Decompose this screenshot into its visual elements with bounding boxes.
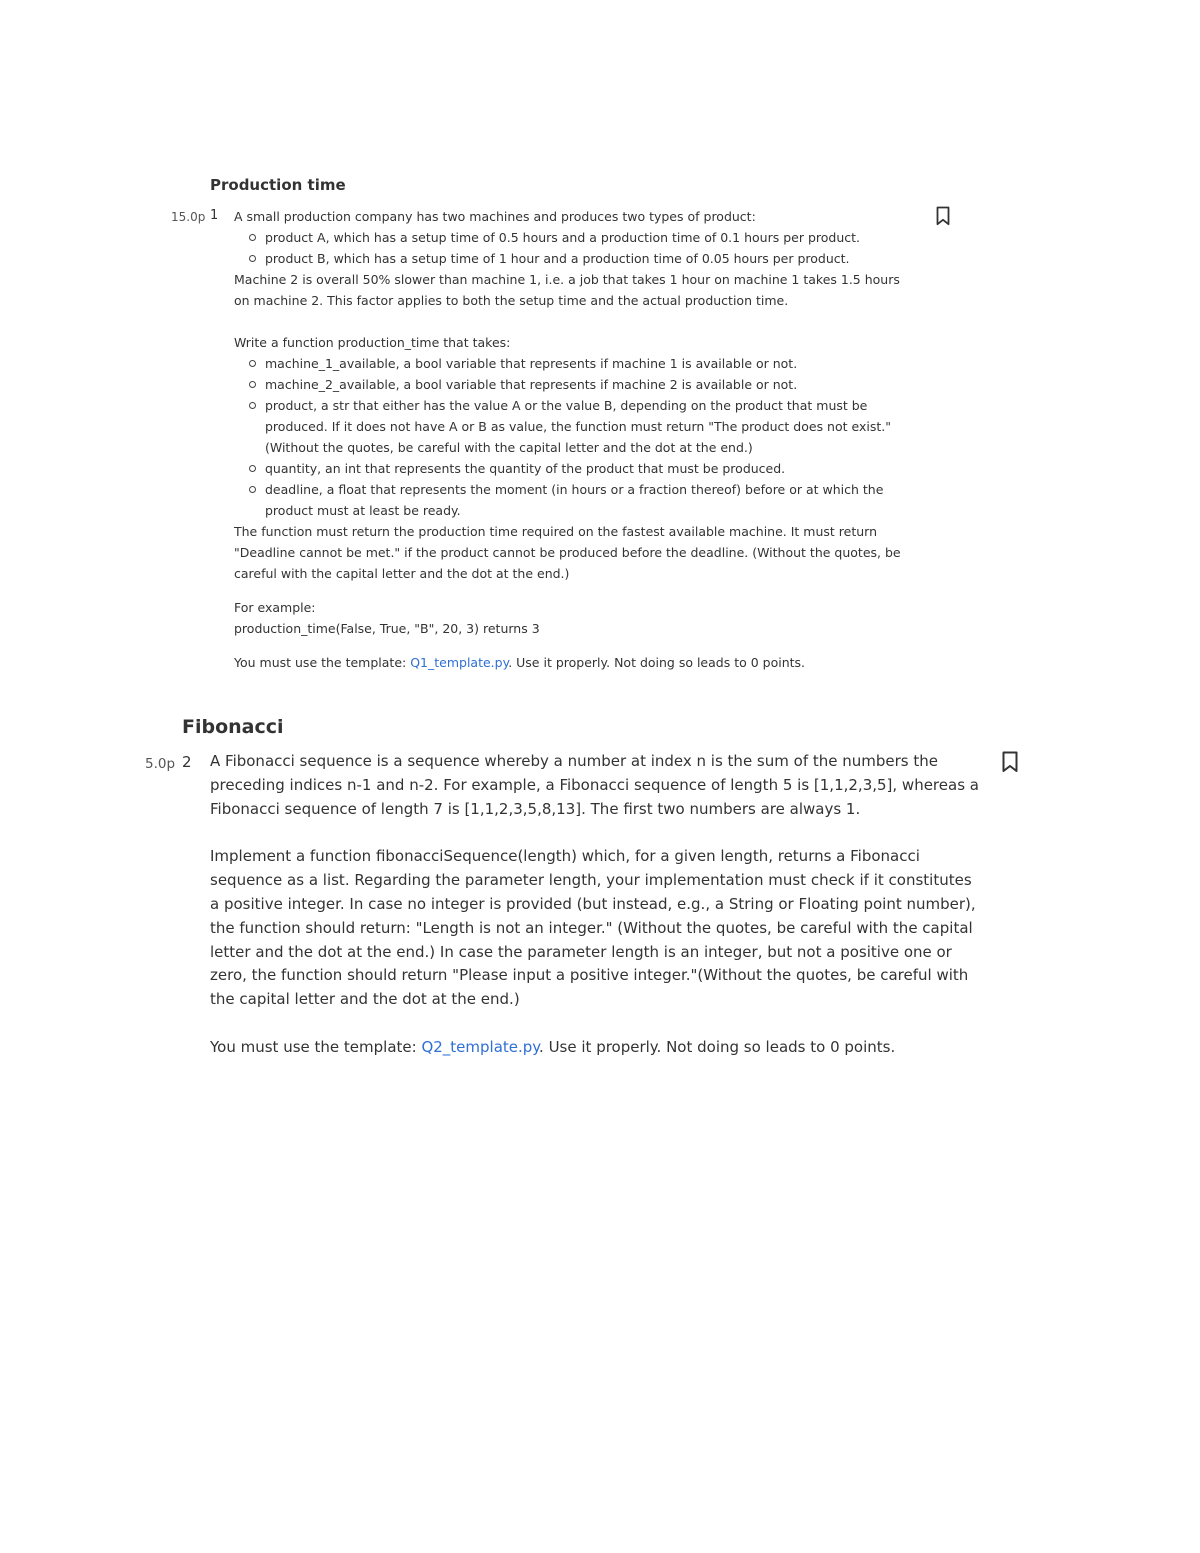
question-1-number: 1 <box>210 208 219 223</box>
template-instruction <box>234 652 914 673</box>
fibonacci-instructions: Implement a function fibonacciSequence(length) which, for a given length, returns a Fibonacci sequence as a list. Regarding the parameter length, your implementation must check if it constitutes a positive integer. In case no integer is provided (but instead, e.g., a String or Floating point number), the function should return: "Length is not an integer." (Without the quotes, be careful with the capital letter and the dot at the end.) In case the parameter length is an integer, but not a positive one or zero, the function should return "Please input a positive integer."(Without the quotes, be careful with the capital letter and the dot at the end.) <box>210 847 976 1009</box>
list-item: quantity, an int that represents the quantity of the product that must be produced. <box>265 458 914 479</box>
product-list <box>234 227 914 269</box>
template-prefix: You must use the template: <box>234 655 411 670</box>
fibonacci-definition: A Fibonacci sequence is a sequence whereby a number at index n is the sum of the numbers the preceding indices n-1 and n-2. For example, a Fibonacci sequence of length 5 is [1,1,2,3,5], whereas a Fibonacci sequence of length 7 is [1,1,2,3,5,8,13]. The first two numbers are always 1. <box>210 752 979 818</box>
machine-description-line: Machine 2 is overall 50% slower than machine 1, i.e. a job that takes 1 hour on machine 1 takes 1.5 hours <box>234 272 900 287</box>
template-instruction <box>210 1036 980 1060</box>
list-item: machine_2_available, a bool variable that represents if machine 2 is available or not. <box>265 374 914 395</box>
template-prefix: You must use the template: <box>210 1037 422 1056</box>
question-2-number: 2 <box>182 753 192 771</box>
list-item: machine_1_available, a bool variable that represents if machine 1 is available or not. <box>265 353 914 374</box>
example-label: For example: <box>234 600 316 615</box>
template-link[interactable]: Q1_template.py <box>410 655 509 670</box>
list-item: product A, which has a setup time of 0.5 hours and a production time of 0.1 hours per product. <box>265 227 914 248</box>
example-code: production_time(False, True, "B", 20, 3) returns 3 <box>234 621 540 636</box>
question-1-points: 15.0p <box>171 210 206 224</box>
question-1-title: Production time <box>210 176 346 194</box>
machine-description-line: on machine 2. This factor applies to both the setup time and the actual production time. <box>234 293 789 308</box>
list-item: product B, which has a setup time of 1 hour and a production time of 0.05 hours per product. <box>265 248 914 269</box>
question-1-intro: A small production company has two machines and produces two types of product: <box>234 209 756 224</box>
question-2-points: 5.0p <box>145 756 176 772</box>
list-item: deadline, a float that represents the moment (in hours or a fraction thereof) before or at which the product must at least be ready. <box>265 479 914 521</box>
template-suffix: . Use it properly. Not doing so leads to 0 points. <box>508 655 806 670</box>
template-suffix: . Use it properly. Not doing so leads to 0 points. <box>539 1037 896 1056</box>
parameter-list <box>234 353 914 521</box>
question-2-body <box>210 750 980 1060</box>
bookmark-icon[interactable] <box>1001 751 1019 773</box>
list-item: product, a str that either has the value A or the value B, depending on the product that must be produced. If it does not have A or B as value, the function must return "The product does not exist." (Without the quotes, be careful with the capital letter and the dot at the end.) <box>265 395 914 458</box>
bookmark-icon[interactable] <box>935 206 951 226</box>
question-1-body <box>234 206 914 673</box>
question-2-title: Fibonacci <box>182 716 284 738</box>
template-link[interactable]: Q2_template.py <box>421 1037 540 1056</box>
return-description: The function must return the production time required on the fastest available machine. It must return "Deadline cannot be met." if the product cannot be produced before the deadline. (Without the quotes, be careful with the capital letter and the dot at the end.) <box>234 524 901 581</box>
function-intro: Write a function production_time that takes: <box>234 335 511 350</box>
